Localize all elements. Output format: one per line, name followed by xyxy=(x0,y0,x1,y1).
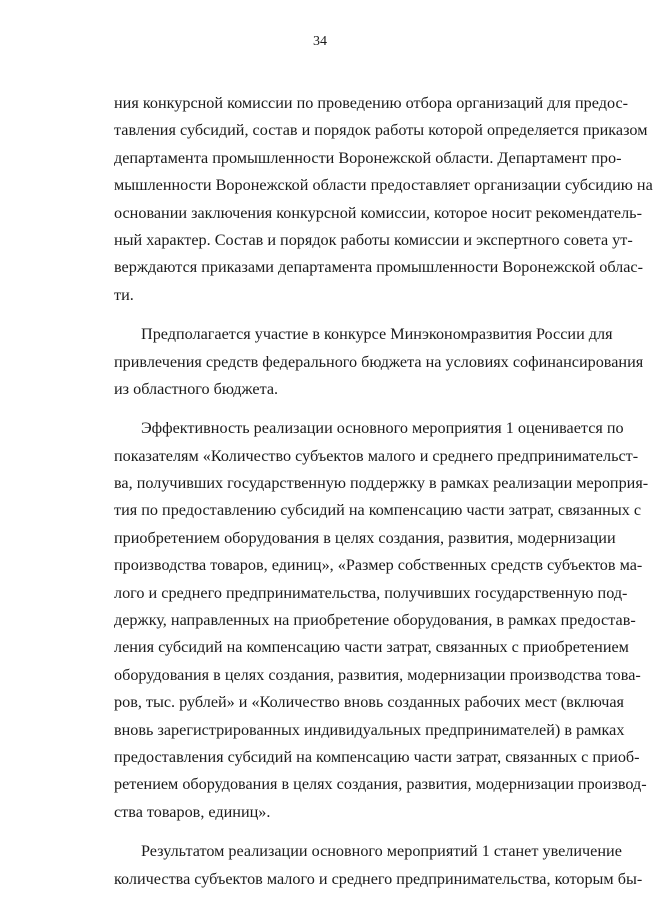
text-line: вновь зарегистрированных индивидуальных предпринимателей) в рамках xyxy=(114,720,625,739)
text-line: основании заключения конкурсной комиссии, которое носит рекомендатель- xyxy=(114,203,642,222)
text-line: приобретением оборудования в целях создания, развития, модернизации xyxy=(114,528,616,547)
text-line: ния конкурсной комиссии по проведению отбора организаций для предос- xyxy=(114,94,629,112)
text-line: ров, тыс. рублей» и «Количество вновь созданных рабочих мест (включая xyxy=(114,693,624,712)
paragraph xyxy=(114,90,653,309)
text-line: тия по предоставлению субсидий на компенсацию части затрат, связанных с xyxy=(114,501,642,520)
document-body xyxy=(114,90,653,893)
text-line: ства товаров, единиц». xyxy=(114,802,271,821)
text-line: оборудования в целях создания, развития, модернизации производства това- xyxy=(114,665,641,684)
paragraph-gap xyxy=(114,403,594,415)
text-line: Результатом реализации основного мероприятий 1 станет увеличение xyxy=(141,842,622,861)
text-line: ти. xyxy=(114,285,134,304)
page-number: 34 xyxy=(313,34,327,49)
paragraph-gap xyxy=(114,826,594,838)
text-line: верждаются приказами департамента промышленности Воронежской облас- xyxy=(114,258,644,277)
text-line: Эффективность реализации основного мероприятия 1 оценивается по xyxy=(141,419,624,438)
text-line: из областного бюджета. xyxy=(114,379,279,398)
text-line: тавления субсидий, состав и порядок работы которой определяется приказом xyxy=(114,121,648,140)
text-line: предоставления субсидий на компенсацию части затрат, связанных с приоб- xyxy=(114,747,640,766)
text-line: количества субъектов малого и среднего предпринимательства, которым бы- xyxy=(114,869,643,888)
paragraph xyxy=(114,415,649,826)
text-line: департамента промышленности Воронежской области. Департамент про- xyxy=(114,148,622,167)
text-line: ный характер. Состав и порядок работы комиссии и экспертного совета ут- xyxy=(114,230,633,249)
paragraph xyxy=(114,321,644,403)
text-line: привлечения средств федерального бюджета на условиях софинансирования xyxy=(114,352,644,371)
paragraph xyxy=(114,838,643,893)
text-line: производства товаров, единиц», «Размер собственных средств субъектов ма- xyxy=(114,556,643,575)
text-line: держку, направленных на приобретение оборудования, в рамках предостав- xyxy=(114,611,636,630)
text-line: мышленности Воронежской области предоставляет организации субсидию на xyxy=(114,176,653,195)
paragraph-gap xyxy=(114,309,594,321)
text-line: ления субсидий на компенсацию части затрат, связанных с приобретением xyxy=(114,638,629,657)
text-line: показателям «Количество субъектов малого и среднего предпринимательст- xyxy=(114,446,639,465)
text-line: Предполагается участие в конкурсе Минэкономразвития России для xyxy=(141,325,613,344)
text-line: лого и среднего предпринимательства, получивших государственную под- xyxy=(114,583,628,602)
text-line: ва, получивших государственную поддержку в рамках реализации мероприя- xyxy=(114,474,649,493)
text-line: ретением оборудования в целях создания, развития, модернизации производ- xyxy=(114,775,647,794)
